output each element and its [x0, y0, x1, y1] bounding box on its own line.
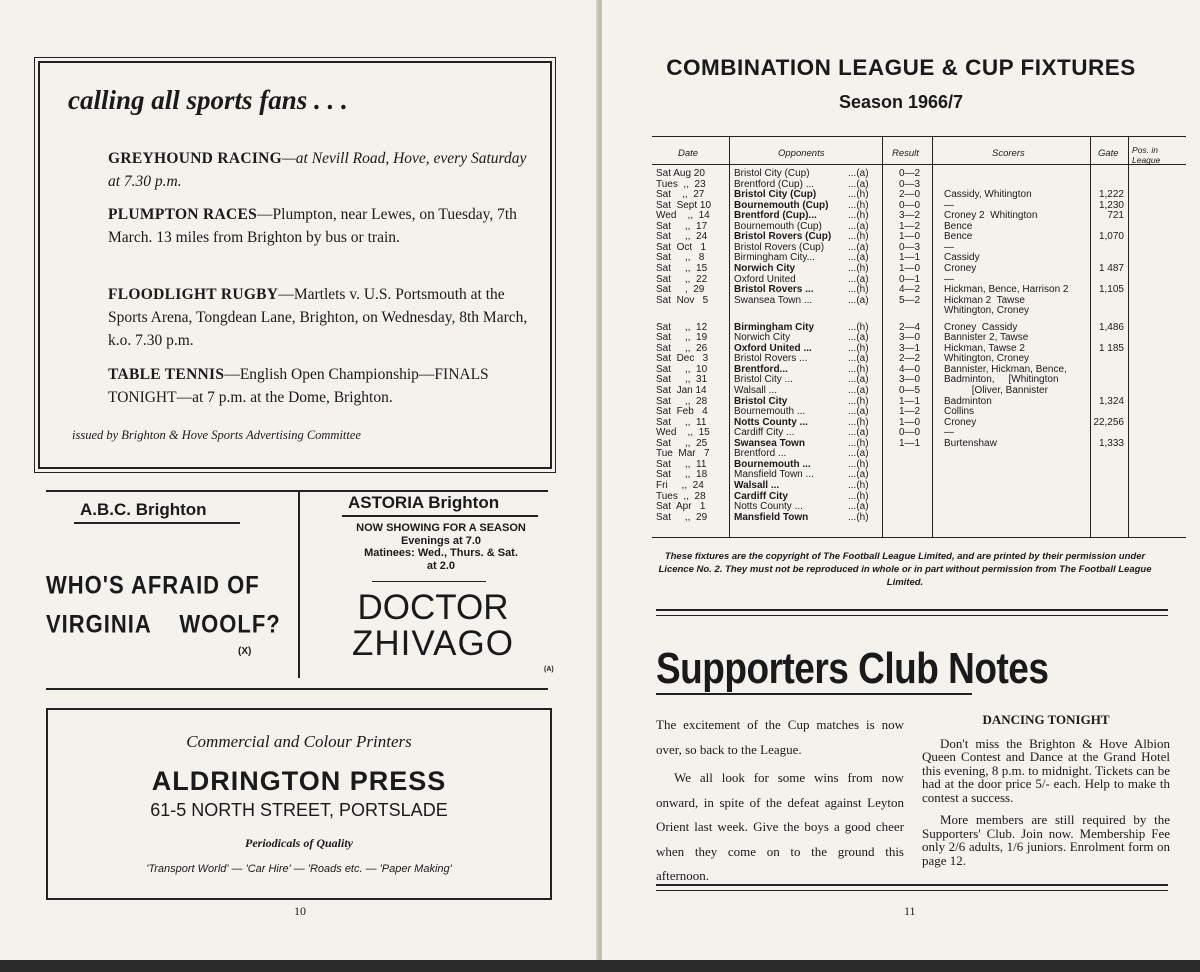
fixture-sc: — — [944, 427, 954, 439]
fixture-opp: Walsall ... — [734, 385, 777, 396]
fixture-sc: — — [944, 241, 954, 253]
fixture-opp: Swansea Town ... — [734, 294, 813, 306]
fixture-date: Sat ,, 28 — [656, 395, 708, 407]
fixture-date: Fri ,, 24 — [656, 479, 704, 491]
fixture-res: 1—2 — [899, 406, 921, 418]
fixture-res: 1—1 — [899, 252, 921, 264]
fixture-date: Sat ,, 15 — [656, 262, 708, 274]
fixture-res: 0—3 — [899, 241, 921, 253]
fixture-ha: ...(a) — [848, 252, 869, 264]
printers-address: 61-5 NORTH STREET, PORTSLADE — [150, 800, 448, 820]
header-gate: Gate — [1098, 148, 1119, 159]
fixture-gate: 1,324 — [1098, 395, 1124, 407]
fixture-res: 3—2 — [899, 210, 921, 222]
fixtures-table — [652, 136, 1186, 538]
printers-advert — [46, 708, 552, 900]
divider — [74, 522, 240, 524]
fixture-date: Sat ,, 25 — [656, 437, 708, 449]
fixture-ha: ...(h) — [848, 199, 869, 211]
fixture-date: Tue Mar 7 — [656, 448, 710, 460]
fixture-ha: ...(a) — [848, 501, 869, 513]
fixture-res: 0—1 — [899, 273, 921, 285]
fixture-opp: Brentford (Cup) ... — [734, 178, 815, 190]
fixture-res: 0—3 — [899, 178, 921, 190]
fixture-res: 3—1 — [899, 342, 921, 354]
fixture-opp: Bristol Rovers (Cup) — [734, 241, 825, 253]
fixture-ha: ...(a) — [848, 273, 869, 285]
fixture-opp: Oxford United ... — [734, 342, 812, 354]
fixture-sc: Bannister, Hickman, Bence, — [944, 363, 1067, 375]
fixture-ha: ...(h) — [848, 416, 869, 428]
fixture-ha: ...(a) — [848, 294, 869, 306]
fixture-date: Tues ,, 23 — [656, 178, 706, 190]
column-divider — [932, 137, 933, 537]
fixture-sc: Hickman, Tawse 2 — [944, 342, 1025, 354]
fixture-res: 1—0 — [899, 262, 921, 274]
fixture-ha: ...(a) — [848, 353, 869, 365]
fixture-date: Sat Oct 1 — [656, 241, 707, 253]
astoria-showing-info: NOW SHOWING FOR A SEASON Evenings at 7.0 Matinees: Wed., Thurs. & Sat. at 2.0 — [356, 522, 526, 572]
fixture-date: Sat ,, 18 — [656, 469, 708, 481]
fixture-date: Sat Jan 14 — [656, 385, 707, 396]
fixture-ha: ...(h) — [848, 458, 869, 470]
fixture-res: 4—2 — [899, 284, 921, 296]
fixture-gate: 22,256 — [1093, 416, 1124, 428]
fixture-opp: Bristol City (Cup) — [734, 189, 817, 201]
astoria-certificate: (A) — [544, 666, 554, 673]
fixture-ha: ...(h) — [848, 231, 869, 243]
fixture-ha: ...(a) — [848, 448, 869, 460]
periodicals-label: Periodicals of Quality — [245, 836, 353, 850]
header-position: Pos. in League — [1132, 145, 1161, 165]
fixture-res: 1—2 — [899, 220, 921, 232]
abc-film-title: WHO'S AFRAID OF VIRGINIA WOOLF? — [46, 570, 281, 639]
fixture-gate: 1,222 — [1098, 189, 1124, 201]
fixture-res: 5—2 — [899, 294, 921, 306]
double-rule — [656, 884, 1168, 891]
column-divider — [882, 137, 883, 537]
fixture-gate: 1,230 — [1098, 199, 1124, 211]
fixture-sc: Collins — [944, 406, 975, 418]
fixture-opp: Bristol City — [734, 395, 788, 407]
fixture-date: Sat Dec 3 — [656, 353, 709, 365]
fixture-res: 1—0 — [899, 416, 921, 428]
fixture-ha: ...(a) — [848, 241, 869, 253]
fixture-ha: ...(h) — [848, 210, 869, 222]
title-underline — [656, 693, 972, 695]
header-date: Date — [678, 148, 699, 159]
double-rule — [656, 609, 1168, 616]
abc-name: A.B.C. Brighton — [80, 500, 207, 519]
fixture-opp: Swansea Town — [734, 437, 805, 449]
divider — [46, 688, 548, 690]
fixture-opp: Mansfield Town — [734, 511, 809, 523]
plumpton-item: PLUMPTON RACES—Plumpton, near Lewes, on Tuesday, 7th March. 13 miles from Brighton by bus or train. — [108, 206, 517, 246]
membership-paragraph: More members are still required by the Supporters' Club. Join now. Membership Fee only 2/6 adults, 1/6 juniors. Enrolment form on page 12. — [922, 812, 1170, 868]
divider — [46, 490, 548, 492]
divider — [298, 490, 300, 678]
fixture-sc: Whitington, Croney — [944, 353, 1030, 365]
fixture-opp: Birmingham City... — [734, 252, 815, 264]
issued-by: issued by Brighton & Hove Sports Advertising Committee — [72, 428, 361, 442]
fixture-opp: Birmingham City — [734, 321, 815, 333]
fixture-ha: ...(h) — [848, 437, 869, 449]
fixture-ha: ...(h) — [848, 189, 869, 201]
fixture-date: Sat ,, 19 — [656, 332, 708, 344]
fixture-opp: Brentford (Cup)... — [734, 210, 817, 222]
fixture-date: Sat ,, 8 — [656, 252, 705, 264]
fixture-ha: ...(h) — [848, 479, 869, 491]
column-divider — [1128, 137, 1129, 537]
fixture-sc: [Oliver, Bannister — [944, 385, 1048, 396]
fixture-res: 2—2 — [899, 353, 921, 365]
fixture-ha: ...(a) — [848, 374, 869, 386]
fixture-res: 2—0 — [899, 189, 921, 201]
fixture-ha: ...(a) — [848, 427, 869, 439]
fixture-sc: Burtenshaw — [944, 437, 997, 449]
fixture-opp: Brentford... — [734, 363, 788, 375]
column-divider — [1090, 137, 1091, 537]
fixture-gate: 1 487 — [1098, 262, 1124, 274]
fixture-gate: 721 — [1107, 210, 1124, 222]
fixture-opp: Notts County ... — [734, 501, 803, 513]
fixture-sc: Badminton — [944, 395, 992, 407]
dancing-heading: DANCING TONIGHT — [982, 712, 1110, 727]
fixture-date: Sat ,, 10 — [656, 363, 708, 375]
fixture-res: 3—0 — [899, 374, 921, 386]
fixture-ha: ...(a) — [848, 332, 869, 344]
fixture-res: 1—0 — [899, 231, 921, 243]
fixture-sc: Croney 2 Whitington — [944, 210, 1038, 222]
fixture-sc: Bence — [944, 231, 973, 243]
fixture-ha: ...(h) — [848, 363, 869, 375]
sports-title: calling all sports fans . . . — [68, 85, 348, 115]
divider — [342, 515, 538, 517]
column-divider — [729, 137, 730, 537]
fixture-res: 0—0 — [899, 199, 921, 211]
fixture-date: Sat , 29 — [656, 284, 705, 296]
rugby-item: FLOODLIGHT RUGBY—Martlets v. U.S. Portsmouth at the Sports Arena, Tongdean Lane, Brighton, on Wednesday, 8th March, k.o. 7.30 p.m. — [108, 286, 528, 349]
page-number: 11 — [904, 904, 916, 918]
fixtures-title: COMBINATION LEAGUE & CUP FIXTURES — [666, 55, 1136, 80]
fixture-res: 0—0 — [899, 427, 921, 439]
fixture-ha: ...(h) — [848, 490, 869, 502]
fixture-date: Sat ,, 17 — [656, 220, 708, 232]
fixture-date: Sat Apr 1 — [656, 501, 706, 513]
fixture-res: 0—2 — [899, 168, 921, 179]
fixture-opp: Notts County ... — [734, 416, 808, 428]
season-label: Season 1966/7 — [838, 92, 964, 112]
fixture-opp: Cardiff City ... — [734, 427, 795, 439]
fixture-opp: Cardiff City — [734, 490, 788, 502]
fixture-opp: Oxford United — [734, 273, 796, 285]
right-page — [602, 0, 1200, 972]
fixture-opp: Bournemouth (Cup) — [734, 220, 822, 232]
fixture-opp: Brentford ... — [734, 448, 787, 460]
fixture-sc: Badminton, [Whitington — [944, 374, 1059, 386]
fixture-opp: Bournemouth ... — [734, 406, 806, 418]
fixture-sc: Bannister 2, Tawse — [944, 332, 1029, 344]
fixture-ha: ...(a) — [848, 469, 869, 481]
supporters-left-column: The excitement of the Cup matches is now over, so back to the League. We all look for some wins from now onward, in spite of the defeat against Leyton Orient last week. Give the boys a good cheer when they come on to the ground this afternoon. — [656, 717, 904, 883]
fixture-res: 1—1 — [899, 395, 921, 407]
fixture-ha: ...(a) — [848, 406, 869, 418]
fixture-date: Wed ,, 15 — [656, 427, 710, 439]
fixture-ha: ...(a) — [848, 220, 869, 232]
copyright-notice: These fixtures are the copyright of The Football League Limited, and are printed by their permission under Licence No. 2. They must not be reproduced in whole or in part without permission from The Football League Limited. — [658, 551, 1152, 588]
fixture-sc: Cassidy, Whitington — [944, 189, 1032, 201]
greyhound-item: GREYHOUND RACING—at Nevill Road, Hove, every Saturday at 7.30 p.m. — [108, 150, 527, 190]
fixture-opp: Bristol City (Cup) — [734, 168, 810, 179]
fixture-date: Wed ,, 14 — [656, 210, 710, 222]
fixture-date: Sat Nov 5 — [656, 294, 709, 306]
fixture-gate: 1 185 — [1098, 342, 1124, 354]
fixture-date: Sat ,, 31 — [656, 374, 708, 386]
page-number: 10 — [294, 904, 306, 918]
fixture-ha: ...(a) — [848, 385, 869, 396]
periodicals-titles: 'Transport World' — 'Car Hire' — 'Roads etc. — 'Paper Making' — [146, 863, 452, 875]
header-rule — [652, 164, 1186, 165]
fixture-opp: Walsall ... — [734, 479, 780, 491]
fixture-opp: Bristol City ... — [734, 374, 793, 386]
supporters-right-column — [922, 713, 1170, 876]
astoria-film-title: DOCTOR ZHIVAGO — [352, 588, 514, 663]
fixture-opp: Bristol Rovers ... — [734, 284, 814, 296]
supporters-club-title: Supporters Club Notes — [656, 644, 1049, 693]
fixture-sc: Croney — [944, 262, 977, 274]
fixture-date: Sat Feb 4 — [656, 406, 708, 418]
fixture-date: Sat ,, 22 — [656, 273, 708, 285]
fixture-res: 2—4 — [899, 321, 921, 333]
astoria-name: ASTORIA Brighton — [348, 493, 500, 512]
fixture-gate: 1,105 — [1098, 284, 1124, 296]
table-tennis-item: TABLE TENNIS—English Open Championship—FINALS TONIGHT—at 7 p.m. at the Dome, Brighton. — [108, 366, 489, 406]
fixture-sc: — — [944, 273, 954, 285]
fixture-ha: ...(h) — [848, 342, 869, 354]
fixture-sc: — — [944, 199, 954, 211]
sports-advert — [38, 61, 552, 469]
printers-name: ALDRINGTON PRESS — [151, 766, 447, 796]
fixture-date: Sat ,, 29 — [656, 511, 708, 523]
fixture-opp: Norwich City — [734, 332, 791, 344]
fixture-opp: Bristol Rovers (Cup) — [734, 231, 832, 243]
header-opponents: Opponents — [778, 148, 825, 159]
fixture-gate: 1,486 — [1098, 321, 1124, 333]
fixture-sc: Hickman 2 Tawse — [944, 294, 1025, 306]
fixture-ha: ...(a) — [848, 178, 869, 190]
fixture-date: Sat Aug 20 — [656, 168, 705, 179]
fixture-gate: 1,070 — [1098, 231, 1124, 243]
fixture-date: Sat ,, 11 — [656, 458, 707, 470]
fixture-ha: ...(a) — [848, 168, 869, 179]
fixture-opp: Bournemouth (Cup) — [734, 199, 829, 211]
fixture-date: Sat Sept 10 — [656, 199, 712, 211]
fixture-sc: Bence — [944, 220, 973, 232]
left-page — [0, 0, 598, 972]
fixture-ha: ...(h) — [848, 284, 869, 296]
fixture-ha: ...(h) — [848, 321, 869, 333]
fixture-date: Tues ,, 28 — [656, 490, 706, 502]
fixture-sc: Hickman, Bence, Harrison 2 — [944, 284, 1069, 296]
fixture-sc: Whitington, Croney — [944, 305, 1030, 317]
fixture-ha: ...(h) — [848, 511, 869, 523]
fixture-sc: Croney Cassidy — [944, 321, 1018, 333]
fixture-sc: Croney — [944, 416, 977, 428]
fixture-opp: Norwich City — [734, 262, 796, 274]
header-result: Result — [892, 148, 919, 159]
fixture-sc: Cassidy — [944, 252, 980, 264]
printers-tagline: Commercial and Colour Printers — [186, 732, 412, 751]
fixture-opp: Bournemouth ... — [734, 458, 811, 470]
fixture-date: Sat ,, 27 — [656, 189, 705, 201]
fixture-ha: ...(h) — [848, 262, 869, 274]
fixture-res: 0—5 — [899, 385, 921, 396]
header-scorers: Scorers — [992, 148, 1025, 159]
fixture-date: Sat ,, 12 — [656, 321, 708, 333]
fixture-date: Sat ,, 26 — [656, 342, 708, 354]
fixture-date: Sat ,, 24 — [656, 231, 708, 243]
fixture-res: 1—1 — [899, 437, 921, 449]
fixture-ha: ...(h) — [848, 395, 869, 407]
fixture-gate: 1,333 — [1098, 437, 1124, 449]
divider — [372, 581, 486, 582]
fixture-date: Sat ,, 11 — [656, 416, 707, 428]
table-surface — [0, 960, 1200, 972]
fixture-res: 4—0 — [899, 363, 921, 375]
dancing-paragraph: Don't miss the Brighton & Hove Albion Queen Contest and Dance at the Grand Hotel this evening, 8 p.m. to midnight. Tickets can be had at the door price 5/- each. Help to make th contest a success. — [922, 735, 1170, 805]
fixture-res: 3—0 — [899, 332, 921, 344]
abc-certificate: (X) — [238, 646, 252, 657]
fixture-opp: Bristol Rovers ... — [734, 353, 808, 365]
fixture-opp: Mansfield Town ... — [734, 469, 814, 481]
